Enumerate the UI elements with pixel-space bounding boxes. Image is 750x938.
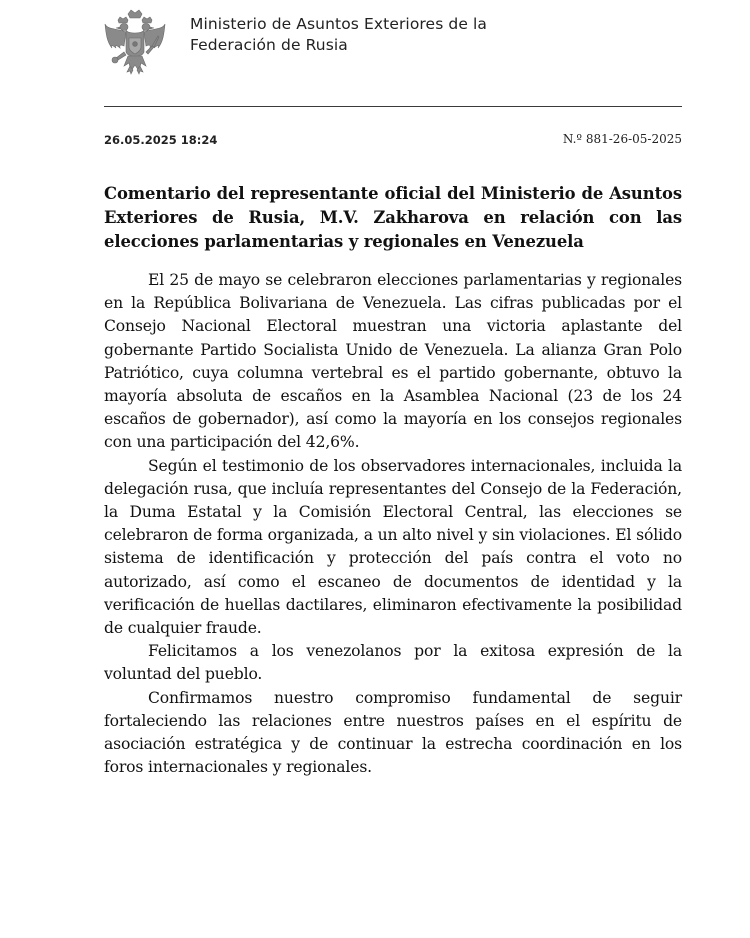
publication-date: 26.05.2025 18:24 (104, 133, 218, 147)
document-title: Comentario del representante oficial del Ministerio de Asuntos Exteriores de Rusia, M.V. Zakharova en relación con las elecciones parlamentarias y regionales en Venezuela (104, 184, 682, 251)
document-header (104, 8, 704, 88)
paragraph: Según el testimonio de los observadores internacionales, incluida la delegación rusa, que incluía representantes del Consejo de la Federación, la Duma Estatal y la Comisión Electoral Central, las elecciones se celebraron de forma organizada, a un alto nivel y sin violaciones. El sólido sistema de identificación y protección del país contra el voto no autorizado, así como el escaneo de documentos de identidad y la verificación de huellas dactilares, eliminaron efectivamente la posibilidad de cualquier fraude. (104, 456, 682, 638)
paragraph: El 25 de mayo se celebraron elecciones parlamentarias y regionales en la República Bolivariana de Venezuela. Las cifras publicadas por el Consejo Nacional Electoral muestran una victoria aplastante del gobernante Partido Socialista Unido de Venezuela. La alianza Gran Polo Patriótico, cuya columna vertebral es el partido gobernante, obtuvo la mayoría absoluta de escaños en la Asamblea Nacional (23 de los 24 escaños de gobernador), así como la mayoría en los consejos regionales con una participación del 42,6%. (104, 271, 682, 452)
coat-of-arms-icon (104, 8, 166, 82)
document-body (104, 269, 682, 779)
header-divider (104, 106, 682, 107)
document-number: N.º 881-26-05-2025 (562, 132, 682, 146)
ministry-name-line2: Federación de Rusia (190, 36, 348, 54)
paragraph: Confirmamos nuestro compromiso fundamental de seguir fortaleciendo las relaciones entre nuestros países en el espíritu de asociación estratégica y de continuar la estrecha coordinación en los foros internacionales y regionales. (104, 688, 682, 777)
paragraph: Felicitamos a los venezolanos por la exitosa expresión de la voluntad del pueblo. (104, 642, 682, 684)
ministry-name (190, 14, 487, 56)
ministry-name-line1: Ministerio de Asuntos Exteriores de la (190, 15, 487, 33)
